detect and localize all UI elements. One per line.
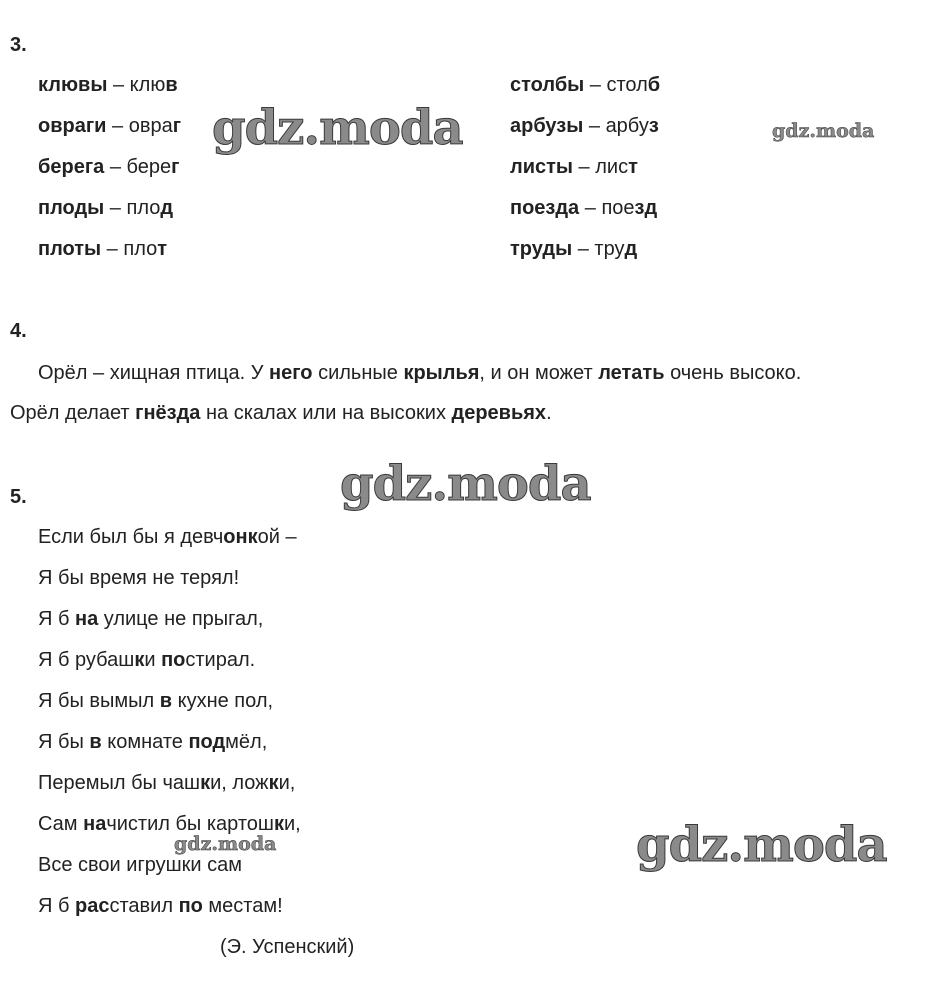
poem-line [38, 731, 267, 754]
text-segment: комнате [101, 731, 189, 753]
word-pair [510, 74, 660, 97]
singular-stem: пое [601, 197, 635, 219]
highlighted-text: гнёзда [135, 402, 201, 424]
text-segment: и, [278, 772, 296, 794]
text-segment: ой – [257, 526, 297, 548]
dash-separator: – [584, 74, 607, 96]
text-segment: Сам [38, 813, 84, 835]
text-segment: Если был бы я девч [38, 526, 224, 548]
word-pair [510, 115, 659, 138]
word-pair [510, 197, 657, 220]
text-segment: Я бы вымыл [38, 690, 160, 712]
poem-line [38, 772, 295, 795]
highlighted-text: на [75, 608, 99, 630]
singular-stem: арбу [605, 115, 649, 137]
highlighted-text: в [89, 731, 102, 753]
text-segment: Я б рубаш [38, 649, 135, 671]
highlighted-ending: т [628, 156, 638, 178]
highlighted-text: крылья [403, 362, 480, 384]
singular-stem: овра [128, 115, 173, 137]
text-segment: Я бы [38, 731, 90, 753]
dash-separator: – [573, 156, 596, 178]
watermark-logo: gdz.moda [212, 100, 463, 156]
text-segment: Я б [38, 895, 76, 917]
highlighted-text: в [159, 690, 173, 712]
highlighted-ending: з [648, 115, 659, 137]
poem-author: (Э. Успенский) [220, 936, 355, 958]
word-pair [38, 156, 179, 179]
text-segment: и [144, 649, 162, 671]
highlighted-text: на [83, 813, 107, 835]
highlighted-ending: г [172, 115, 182, 137]
dash-separator: – [104, 156, 127, 178]
exercise-4-line-2 [10, 402, 552, 425]
dash-separator: – [106, 115, 129, 137]
highlighted-ending: б [647, 74, 661, 96]
plural-word: столбы [510, 74, 585, 96]
highlighted-ending: в [165, 74, 178, 96]
plural-word: поезда [510, 197, 580, 219]
highlighted-ending: г [171, 156, 180, 178]
singular-stem: клю [129, 74, 166, 96]
poem-line [38, 895, 283, 918]
dash-separator: – [107, 74, 130, 96]
highlighted-text: онк [223, 526, 258, 548]
text-segment: стирал. [185, 649, 256, 671]
highlighted-text: по [161, 649, 186, 671]
word-pair [510, 156, 638, 179]
singular-stem: бере [126, 156, 172, 178]
highlighted-text: летать [598, 362, 665, 384]
plural-word: берега [38, 156, 105, 178]
plural-word: арбузы [510, 115, 584, 137]
poem-line [38, 567, 239, 590]
singular-stem: лис [595, 156, 629, 178]
singular-stem: пло [123, 238, 158, 260]
text-segment: и, лож [210, 772, 269, 794]
highlighted-text: под [188, 731, 226, 753]
dash-separator: – [572, 238, 595, 260]
exercise-5-number: 5. [10, 486, 27, 508]
text-segment: Перемыл бы чаш [38, 772, 201, 794]
text-segment: , и он может [479, 362, 599, 384]
exercise-4-line-1 [38, 362, 801, 385]
poem-line [38, 649, 255, 672]
text-segment: мёл, [225, 731, 268, 753]
highlighted-text: к [200, 772, 211, 794]
singular-stem: пло [126, 197, 161, 219]
dash-separator: – [579, 197, 602, 219]
singular-stem: тру [594, 238, 625, 260]
plural-word: плоты [38, 238, 102, 260]
text-segment: очень высоко. [664, 362, 802, 384]
word-pair [38, 197, 173, 220]
highlighted-ending: зд [634, 197, 658, 219]
dash-separator: – [101, 238, 124, 260]
highlighted-text: рас [75, 895, 110, 917]
text-segment: Орёл делает [10, 402, 136, 424]
text-segment: Я бы время не терял! [38, 567, 240, 589]
text-segment: ставил [109, 895, 179, 917]
plural-word: листы [510, 156, 573, 178]
highlighted-text: деревьях [451, 402, 547, 424]
highlighted-text: к [268, 772, 279, 794]
highlighted-text: к [273, 813, 284, 835]
watermark-logo: gdz.moda [174, 833, 277, 855]
word-pair [38, 74, 178, 97]
poem-line [38, 690, 273, 713]
poem-line [38, 608, 263, 631]
highlighted-text: по [178, 895, 203, 917]
plural-word: клювы [38, 74, 108, 96]
watermark-logo: gdz.moda [340, 456, 591, 512]
word-pair [38, 238, 167, 261]
highlighted-text: него [269, 362, 313, 384]
text-segment: Орёл – хищная птица. У [38, 362, 270, 384]
text-segment: кухне пол, [172, 690, 274, 712]
poem-line [38, 526, 297, 549]
highlighted-text: к [134, 649, 145, 671]
word-pair [510, 238, 637, 261]
plural-word: плоды [38, 197, 105, 219]
text-segment: и, [283, 813, 301, 835]
text-segment: Я б [38, 608, 76, 630]
text-segment: местам! [202, 895, 283, 917]
text-segment: . [546, 402, 552, 424]
watermark-logo: gdz.moda [772, 120, 875, 142]
dash-separator: – [583, 115, 606, 137]
exercise-4-number: 4. [10, 320, 27, 342]
highlighted-ending: д [160, 197, 174, 219]
text-segment: улице не прыгал, [98, 608, 264, 630]
plural-word: овраги [38, 115, 107, 137]
highlighted-ending: д [624, 238, 638, 260]
text-segment: чистил бы картош [106, 813, 274, 835]
dash-separator: – [104, 197, 127, 219]
highlighted-ending: т [157, 238, 168, 260]
word-pair [38, 115, 181, 138]
plural-word: труды [510, 238, 573, 260]
singular-stem: стол [606, 74, 648, 96]
text-segment: сильные [312, 362, 404, 384]
watermark-logo: gdz.moda [636, 817, 887, 873]
poem-line [38, 854, 242, 877]
text-segment: Все свои игрушки сам [38, 854, 243, 876]
exercise-3-number: 3. [10, 34, 27, 56]
text-segment: на скалах или на высоких [200, 402, 452, 424]
